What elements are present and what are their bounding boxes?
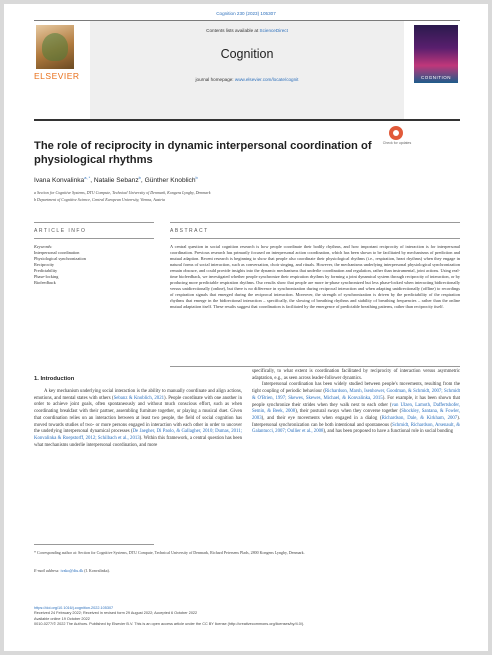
keyword: Predictability (34, 268, 58, 273)
abstract-heading: ABSTRACT (170, 228, 209, 234)
keyword: Phase-locking (34, 274, 59, 279)
cover-title: COGNITION (421, 75, 451, 80)
homepage-prefix: journal homepage: (195, 77, 234, 82)
body-text: Interpersonal coordination has been widely studied between people's movements, resulting from the tight coupling of periodic behaviour ( (252, 382, 460, 395)
divider (170, 238, 460, 239)
article-page (4, 4, 488, 651)
divider (170, 222, 460, 223)
author-name[interactable]: Natalie Sebanz (93, 177, 139, 185)
body-text: ). Interpersonal synchronization can be both intentional and spontaneous ( (252, 415, 460, 428)
journal-homepage-line (90, 77, 404, 82)
body-text: A key mechanism underlying social interaction is the ability to manually coordinate and align actions, emotions, and mental states with others ( (34, 389, 242, 401)
keyword: Interpersonal coordination (34, 250, 80, 255)
author-name[interactable]: Ivana Konvalinka (34, 177, 85, 185)
body-text: ), their postural sways when they converse together ( (295, 409, 402, 415)
author-affiliation-mark[interactable]: a, * (84, 175, 91, 180)
footnote-divider (34, 544, 154, 545)
available-online-date: Available online 19 October 2022 (34, 616, 90, 621)
divider (34, 238, 154, 239)
sciencedirect-link[interactable]: ScienceDirect (259, 28, 288, 33)
article-info-heading: ARTICLE INFO (34, 228, 87, 234)
doi-link[interactable]: https://doi.org/10.1016/j.cognition.2022.105307 (34, 606, 114, 610)
body-text: ), and their eye movements when engaged in a dialog ( (261, 415, 382, 421)
citation-link[interactable]: Richardson, Dale, & Kirkham, 2007 (381, 415, 458, 421)
intro-left-column (34, 389, 242, 449)
keywords-label: Keywords: (34, 244, 53, 249)
keyword: Biofeedback (34, 280, 56, 285)
email-label: E-mail address: (34, 568, 60, 573)
divider (170, 366, 460, 367)
body-text: ). For example, it has been shown that people synchronize their strides when they walk next to each other ( (252, 395, 461, 408)
check-updates-icon (389, 126, 403, 140)
masthead-center (90, 21, 404, 119)
affiliation: b Department of Cognitive Science, Central European University, Vienna, Austria (34, 197, 166, 202)
corresponding-author-note: * Corresponding author at: Section for Cognitive Systems, DTU Compute, Technical University of Denmark, Richard Petersens Plads, 2800 Kongens Lyngby, Denmark. (34, 550, 305, 555)
citation-link[interactable]: De Jaegher, Di Paolo, & Gallagher, 2010; Dumas, 2011; Konvalinka & Roepstorff, 2012; Schilbach et al., 2013 (34, 429, 242, 441)
author-affiliation-mark[interactable]: b (138, 175, 141, 180)
check-updates-label: Check for updates (382, 141, 412, 145)
article-title: The role of reciprocity in dynamic interpersonal coordination of physiological rhythms (34, 140, 372, 166)
author-affiliation-mark[interactable]: b (195, 175, 198, 180)
citation-link[interactable]: Shockley, Santana, & Fowler, 2003 (252, 409, 460, 421)
journal-masthead (34, 20, 460, 121)
keyword: Physiological synchronization (34, 256, 86, 261)
email-note (34, 568, 110, 573)
body-text: ). Within this framework, a central question has been what mechanisms underlie interpersonal coordination, and more (34, 435, 242, 448)
author-name[interactable]: Günther Knoblich (144, 177, 196, 185)
contents-available-line (90, 28, 404, 33)
intro-right-column (252, 369, 460, 436)
journal-reference[interactable]: Cognition 230 (2023) 105307 (216, 11, 276, 16)
divider (34, 222, 154, 223)
keyword: Reciprocity (34, 262, 55, 267)
elsevier-tree-logo (36, 25, 74, 69)
publisher-name: ELSEVIER (34, 71, 80, 81)
body-text: ). People coordinate with one another in order to achieve joint goals, often spontaneously and without much conscious effort, such as when coordinating breakfast with their partner, assembling furniture together, or playing a musical duet. Given that coordination relies on an interaction between at least two people, the field of social cognition has moved towards studies of two- or more persons engaged in interaction with each other in order to uncover the underlying interpersonal dynamical processes ( (34, 395, 243, 435)
received-dates: Received 24 February 2022; Received in revised form 29 August 2022; Accepted 6 October 2022 (34, 611, 198, 616)
check-for-updates-button[interactable] (382, 126, 412, 148)
email-suffix: (I. Konvalinka). (84, 568, 110, 573)
publication-info (34, 606, 304, 628)
journal-cover-thumbnail (414, 25, 458, 83)
abstract-text: A central question in social cognition research is how people coordinate their bodily rhythms, and how important reciprocity of interaction is for interpersonal coordination. Previous research has primarily focused on interpersonal action coordination, which has been shown to be facilitated by mechanisms of prediction and mutual adaption. Recent research is beginning to show that people also coordinate their physiological rhythms (i.e., respiration, heart rhythms) when they engage in natural forms of social interaction, such as conversation, choir singing, and rituals. However, the mechanisms underlying interpersonal physiological synchronization remain obscure, and could provide insights into the dynamic mechanisms that underlie coordination and regulation, rather than instrumental, joint actions. Using real-time biofeedback, we investigated whether people synchronize their respiration rhythms by forming a joint dynamical system through reciprocity of interaction, or by producing more predictable respiration rhythms. Our results show that people are more in-phase synchronized but less phase-locked when interacting bidirectionally versus unidirectionally (online), but there is no difference in synchronization during reciprocal interaction and when adapting unidirectionally (offline) to recordings of respiration signals that emerged during the reciprocal interaction. Moreover, the strength of synchronization is driven by the predictability of the respiration rhythms that emerge in the bidirectional interaction – specifically, the slowing of breathing rhythms and stability of breathing frequencies – rather than the online mutual adaptation itself. These results suggest that coordination is facilitated by the emergence of predictable breathing patterns, rather than reciprocity itself. (170, 244, 460, 310)
body-text: specifically, to what extent is coordination facilitated by reciprocity of interaction versus asymmetric adaptation, e.g., as seen across leader-follower dynamics. (252, 369, 460, 381)
email-link[interactable]: ivako@dtu.dk (60, 568, 84, 573)
citation-link[interactable]: Sebanz & Knoblich, 2021 (113, 395, 165, 401)
section-heading: 1. Introduction (34, 376, 75, 382)
homepage-link[interactable]: www.elsevier.com/locate/cognit (234, 77, 299, 82)
citation-link[interactable]: Schmidt, Richardson, Arsenault, & Galantucci, 2007; Oullier et al., 2008 (252, 422, 460, 435)
journal-title: Cognition (220, 47, 274, 61)
citation-link[interactable]: van Ulzen, Lamoth, Daffertshofer, Semin, & Beek, 2008 (252, 402, 460, 415)
keywords-block (34, 244, 154, 286)
author-list: Ivana Konvalinka$^{a, *}$, Natalie Sebanz$^b$, Günther Knoblich$^b$ (34, 175, 198, 185)
body-text: ), and has been proposed to have a functional role in social bonding (323, 429, 454, 435)
citation-link[interactable]: Richardson, Marsh, Isenhower, Goodman, & Schmidt, 2007; Schmidt & O'Brien, 1997; Skewes, Skewes, Michael, & Konvalinka, 2015 (252, 389, 460, 401)
license-statement: 0010-0277/© 2022 The Authors. Published by Elsevier B.V. This is an open access article under the CC BY license (http://creativecommons.org/licenses/by/4.0/). (34, 622, 305, 627)
affiliation: a Section for Cognitive Systems, DTU Compute, Technical University of Denmark, Kongens Lyngby, Denmark (34, 190, 211, 195)
contents-prefix: Contents lists available at (206, 28, 259, 33)
